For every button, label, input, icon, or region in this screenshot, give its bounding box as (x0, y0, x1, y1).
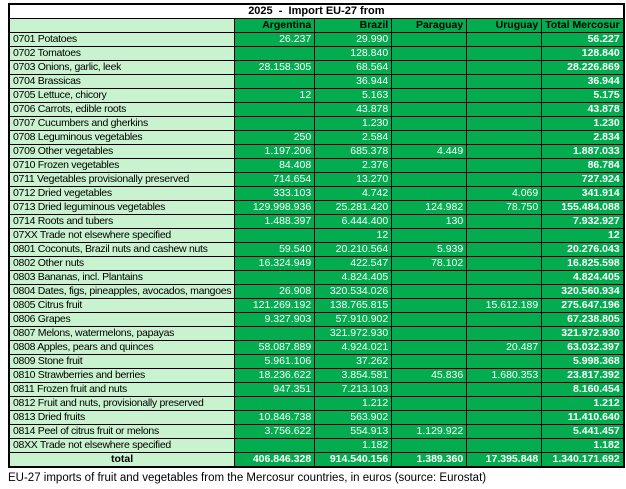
table-row (9, 383, 624, 397)
table-row (9, 117, 624, 131)
value-cell (467, 243, 542, 257)
column-header: Argentina (235, 19, 315, 33)
value-cell: 15.612.189 (467, 299, 542, 313)
value-cell: 3.756.622 (235, 425, 315, 439)
value-cell (467, 75, 542, 89)
value-cell: 4.824.405 (315, 271, 392, 285)
value-cell (392, 103, 467, 117)
value-cell: 78.102 (392, 257, 467, 271)
value-cell: 1.182 (542, 439, 624, 453)
value-cell: 563.902 (315, 411, 392, 425)
table-row (9, 187, 624, 201)
spreadsheet-region (0, 3, 626, 489)
value-cell: 29.990 (315, 33, 392, 47)
value-cell: 37.262 (315, 355, 392, 369)
value-cell: 1.182 (315, 439, 392, 453)
value-cell (467, 117, 542, 131)
value-cell: 2.834 (542, 131, 624, 145)
value-cell: 20.276.043 (542, 243, 624, 257)
value-cell: 5.175 (542, 89, 624, 103)
value-cell (467, 89, 542, 103)
product-label: 0713 Dried leguminous vegetables (9, 201, 235, 215)
value-cell: 45.836 (392, 369, 467, 383)
product-label: 0711 Vegetables provisionally preserved (9, 173, 235, 187)
value-cell (467, 355, 542, 369)
value-cell: 20.487 (467, 341, 542, 355)
column-header: Paraguay (392, 19, 467, 33)
product-label: 0801 Coconuts, Brazil nuts and cashew nuts (9, 243, 235, 257)
value-cell (392, 229, 467, 243)
value-cell: 67.238.805 (542, 313, 624, 327)
value-cell: 43.878 (315, 103, 392, 117)
total-value-cell: 17.395.848 (467, 453, 542, 468)
source-caption: EU-27 imports of fruit and vegetables from the Mercosur countries, in euros (source: Eurostat) (8, 472, 487, 484)
value-cell: 4.924.021 (315, 341, 392, 355)
product-label: 0701 Potatoes (9, 33, 235, 47)
value-cell (235, 397, 315, 411)
value-cell (467, 411, 542, 425)
value-cell: 57.910.902 (315, 313, 392, 327)
table-row (9, 61, 624, 75)
value-cell (467, 439, 542, 453)
value-cell (467, 327, 542, 341)
total-value-cell: 1.389.360 (392, 453, 467, 468)
value-cell (392, 383, 467, 397)
value-cell (235, 439, 315, 453)
value-cell (392, 299, 467, 313)
value-cell: 2.376 (315, 159, 392, 173)
table-row (9, 159, 624, 173)
value-cell (392, 187, 467, 201)
table-row (9, 47, 624, 61)
value-cell: 5.961.106 (235, 355, 315, 369)
product-label: 0803 Bananas, incl. Plantains (9, 271, 235, 285)
value-cell: 130 (392, 215, 467, 229)
value-cell: 4.742 (315, 187, 392, 201)
product-label: 08XX Trade not elsewhere specified (9, 439, 235, 453)
value-cell (467, 173, 542, 187)
value-cell: 25.281.420 (315, 201, 392, 215)
value-cell: 554.913 (315, 425, 392, 439)
column-header: Total Mercosur (542, 19, 624, 33)
value-cell: 20.210.564 (315, 243, 392, 257)
value-cell: 4.449 (392, 145, 467, 159)
value-cell: 1.212 (542, 397, 624, 411)
table-title: 2025 - Import EU-27 from (9, 4, 624, 19)
table-row (9, 355, 624, 369)
value-cell: 63.032.397 (542, 341, 624, 355)
value-cell: 1.230 (542, 117, 624, 131)
product-label: 0814 Peel of citrus fruit or melons (9, 425, 235, 439)
value-cell: 58.087.889 (235, 341, 315, 355)
table-row (9, 397, 624, 411)
value-cell: 275.647.196 (542, 299, 624, 313)
value-cell: 28.226.869 (542, 61, 624, 75)
value-cell: 12 (542, 229, 624, 243)
value-cell: 422.547 (315, 257, 392, 271)
value-cell (467, 425, 542, 439)
value-cell: 5.939 (392, 243, 467, 257)
table-row (9, 243, 624, 257)
value-cell (392, 341, 467, 355)
product-label: 0706 Carrots, edible roots (9, 103, 235, 117)
value-cell: 36.944 (315, 75, 392, 89)
table-row (9, 103, 624, 117)
table-row (9, 369, 624, 383)
value-cell (392, 61, 467, 75)
value-cell (467, 397, 542, 411)
value-cell: 320.560.934 (542, 285, 624, 299)
value-cell (235, 327, 315, 341)
value-cell: 128.840 (315, 47, 392, 61)
value-cell: 12 (315, 229, 392, 243)
value-cell (235, 117, 315, 131)
product-label: 0809 Stone fruit (9, 355, 235, 369)
value-cell: 250 (235, 131, 315, 145)
value-cell: 68.564 (315, 61, 392, 75)
value-cell (467, 131, 542, 145)
value-cell: 321.972.930 (542, 327, 624, 341)
value-cell: 7.213.103 (315, 383, 392, 397)
value-cell: 1.230 (315, 117, 392, 131)
table-row (9, 341, 624, 355)
product-label: 0813 Dried fruits (9, 411, 235, 425)
value-cell (467, 159, 542, 173)
value-cell: 84.408 (235, 159, 315, 173)
value-cell (392, 397, 467, 411)
total-value-cell: 406.846.328 (235, 453, 315, 468)
value-cell (392, 173, 467, 187)
value-cell (392, 159, 467, 173)
value-cell (392, 285, 467, 299)
table-row (9, 411, 624, 425)
value-cell (392, 439, 467, 453)
table-row (9, 89, 624, 103)
value-cell: 11.410.640 (542, 411, 624, 425)
column-header-row (9, 19, 624, 33)
value-cell: 128.840 (542, 47, 624, 61)
value-cell: 9.327.903 (235, 313, 315, 327)
value-cell: 16.825.598 (542, 257, 624, 271)
value-cell (467, 313, 542, 327)
value-cell (467, 145, 542, 159)
product-label: 0806 Grapes (9, 313, 235, 327)
value-cell: 28.158.305 (235, 61, 315, 75)
value-cell: 129.998.936 (235, 201, 315, 215)
value-cell: 6.444.400 (315, 215, 392, 229)
value-cell: 8.160.454 (542, 383, 624, 397)
value-cell: 3.854.581 (315, 369, 392, 383)
value-cell (235, 103, 315, 117)
value-cell: 7.932.927 (542, 215, 624, 229)
value-cell: 5.163 (315, 89, 392, 103)
value-cell: 4.824.405 (542, 271, 624, 285)
total-value-cell: 1.340.171.692 (542, 453, 624, 468)
table-row (9, 327, 624, 341)
product-label: 0708 Leguminous vegetables (9, 131, 235, 145)
product-label: 0805 Citrus fruit (9, 299, 235, 313)
total-label: total (9, 453, 235, 468)
product-label: 0710 Frozen vegetables (9, 159, 235, 173)
value-cell (467, 257, 542, 271)
value-cell: 36.944 (542, 75, 624, 89)
table-body (9, 33, 624, 468)
table-row (9, 313, 624, 327)
value-cell: 321.972.930 (315, 327, 392, 341)
table-row (9, 299, 624, 313)
value-cell (392, 355, 467, 369)
table-row (9, 75, 624, 89)
product-label: 0702 Tomatoes (9, 47, 235, 61)
value-cell (235, 229, 315, 243)
value-cell: 5.998.368 (542, 355, 624, 369)
table-row (9, 131, 624, 145)
product-label: 0811 Frozen fruit and nuts (9, 383, 235, 397)
table-row (9, 33, 624, 47)
value-cell (467, 271, 542, 285)
title-row (9, 4, 624, 19)
value-cell: 5.441.457 (542, 425, 624, 439)
table-row (9, 145, 624, 159)
value-cell (392, 75, 467, 89)
product-label: 0804 Dates, figs, pineapples, avocados, mangoes (9, 285, 235, 299)
table-row (9, 229, 624, 243)
table-row (9, 201, 624, 215)
value-cell (392, 89, 467, 103)
column-header: Uruguay (467, 19, 542, 33)
value-cell: 23.817.392 (542, 369, 624, 383)
value-cell (392, 47, 467, 61)
table-row (9, 215, 624, 229)
product-label: 0703 Onions, garlic, leek (9, 61, 235, 75)
value-cell (392, 327, 467, 341)
value-cell (392, 271, 467, 285)
value-cell: 26.237 (235, 33, 315, 47)
value-cell: 685.378 (315, 145, 392, 159)
value-cell: 26.908 (235, 285, 315, 299)
value-cell: 333.103 (235, 187, 315, 201)
table-row (9, 257, 624, 271)
value-cell: 727.924 (542, 173, 624, 187)
value-cell: 43.878 (542, 103, 624, 117)
product-label: 0712 Dried vegetables (9, 187, 235, 201)
value-cell (392, 411, 467, 425)
value-cell: 78.750 (467, 201, 542, 215)
value-cell: 1.887.033 (542, 145, 624, 159)
value-cell: 13.270 (315, 173, 392, 187)
import-table (8, 3, 625, 468)
value-cell: 12 (235, 89, 315, 103)
value-cell (467, 285, 542, 299)
value-cell: 947.351 (235, 383, 315, 397)
value-cell: 121.269.192 (235, 299, 315, 313)
column-header: Brazil (315, 19, 392, 33)
value-cell: 59.540 (235, 243, 315, 257)
value-cell: 18.236.622 (235, 369, 315, 383)
value-cell: 341.914 (542, 187, 624, 201)
product-label: 0812 Fruit and nuts, provisionally preserved (9, 397, 235, 411)
value-cell: 56.227 (542, 33, 624, 47)
value-cell: 714.654 (235, 173, 315, 187)
value-cell (467, 383, 542, 397)
product-label: 0704 Brassicas (9, 75, 235, 89)
value-cell: 16.324.949 (235, 257, 315, 271)
value-cell (392, 313, 467, 327)
value-cell: 1.488.397 (235, 215, 315, 229)
value-cell: 2.584 (315, 131, 392, 145)
value-cell (467, 215, 542, 229)
value-cell: 86.784 (542, 159, 624, 173)
value-cell: 320.534.026 (315, 285, 392, 299)
table-row (9, 173, 624, 187)
value-cell: 155.484.088 (542, 201, 624, 215)
value-cell: 1.680.353 (467, 369, 542, 383)
value-cell: 138.765.815 (315, 299, 392, 313)
value-cell (467, 61, 542, 75)
value-cell (467, 103, 542, 117)
value-cell (235, 47, 315, 61)
product-label: 0807 Melons, watermelons, papayas (9, 327, 235, 341)
value-cell: 1.212 (315, 397, 392, 411)
product-label: 0714 Roots and tubers (9, 215, 235, 229)
value-cell: 10.846.738 (235, 411, 315, 425)
table-row (9, 439, 624, 453)
value-cell: 124.982 (392, 201, 467, 215)
product-label: 07XX Trade not elsewhere specified (9, 229, 235, 243)
total-value-cell: 914.540.156 (315, 453, 392, 468)
value-cell (235, 75, 315, 89)
table-row (9, 271, 624, 285)
value-cell: 1.197.206 (235, 145, 315, 159)
table-row (9, 285, 624, 299)
value-cell (392, 33, 467, 47)
table-row (9, 425, 624, 439)
product-label: 0810 Strawberries and berries (9, 369, 235, 383)
value-cell (235, 271, 315, 285)
value-cell (467, 229, 542, 243)
corner-cell (9, 19, 235, 33)
value-cell (467, 47, 542, 61)
product-label: 0705 Lettuce, chicory (9, 89, 235, 103)
value-cell: 4.069 (467, 187, 542, 201)
value-cell (392, 131, 467, 145)
product-label: 0802 Other nuts (9, 257, 235, 271)
total-row (9, 453, 624, 468)
product-label: 0707 Cucumbers and gherkins (9, 117, 235, 131)
product-label: 0709 Other vegetables (9, 145, 235, 159)
product-label: 0808 Apples, pears and quinces (9, 341, 235, 355)
value-cell (467, 33, 542, 47)
value-cell: 1.129.922 (392, 425, 467, 439)
value-cell (392, 117, 467, 131)
